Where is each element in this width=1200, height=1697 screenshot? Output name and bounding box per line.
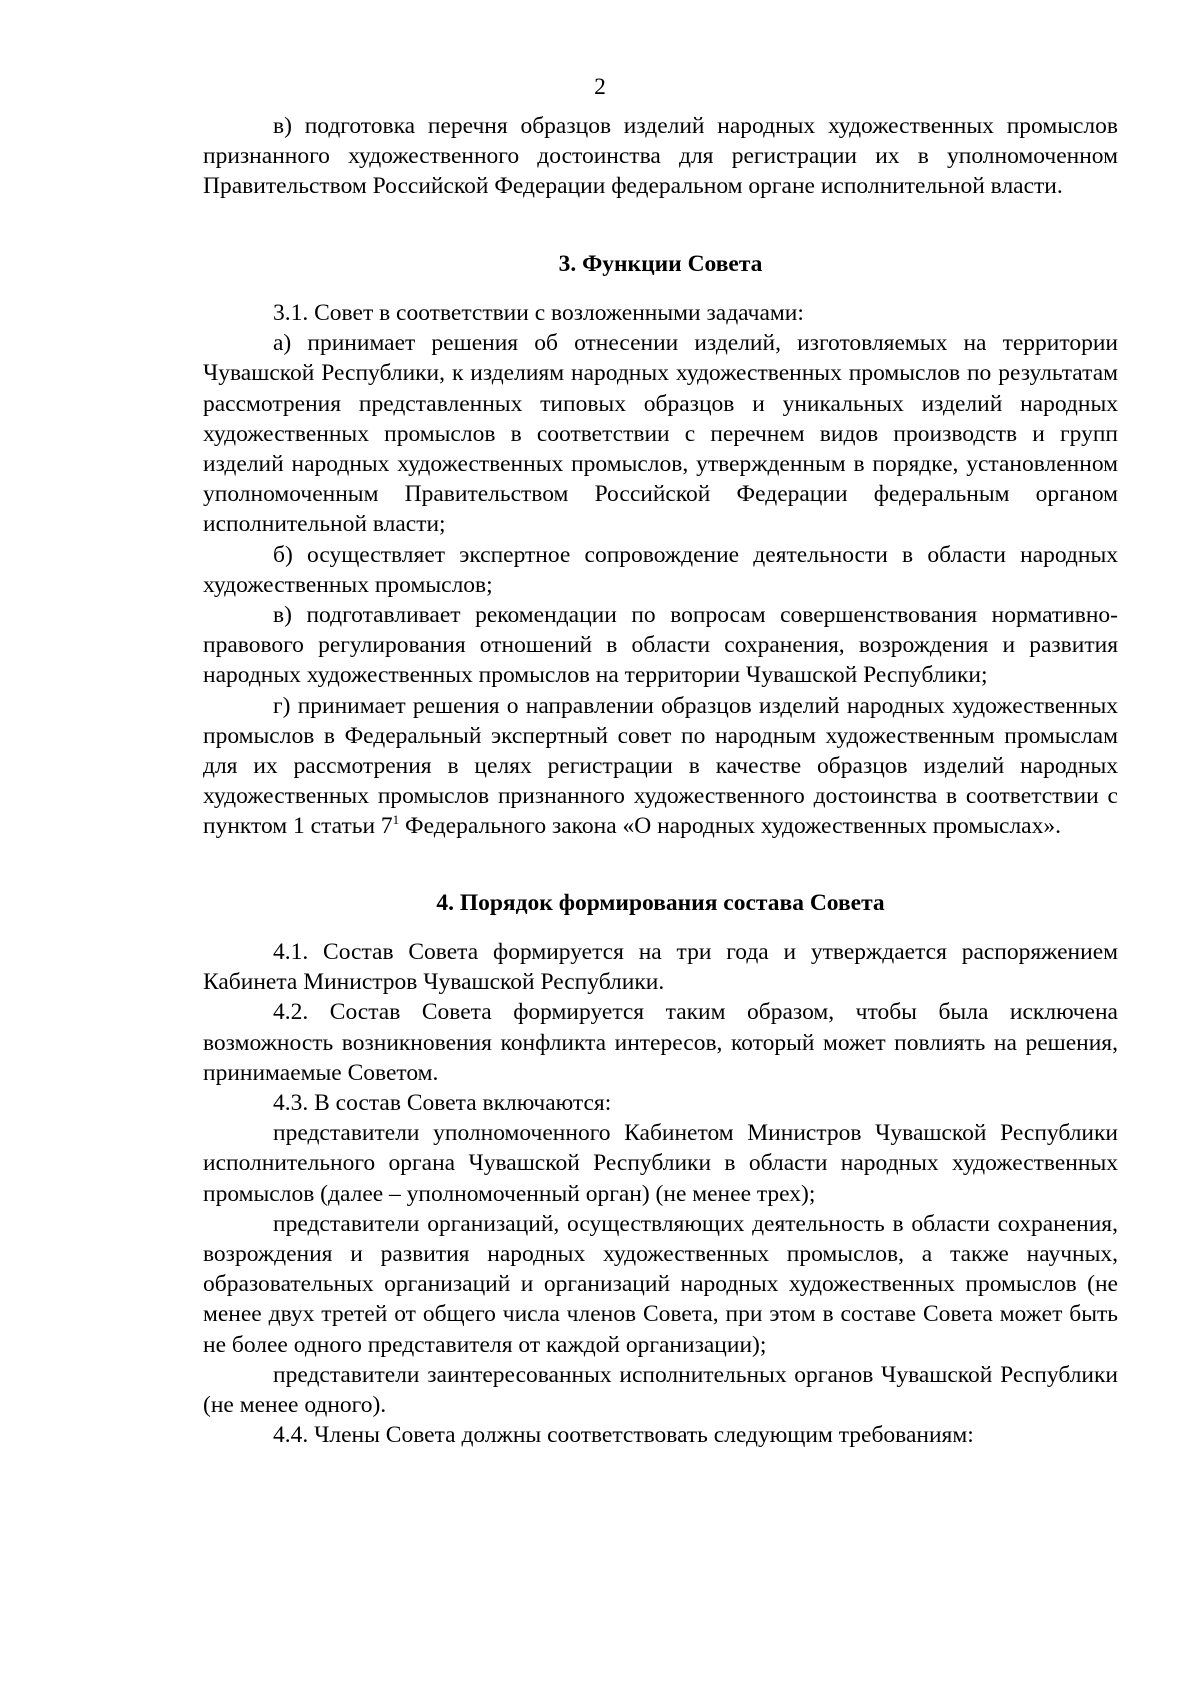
page-number: 2 — [594, 74, 606, 100]
section3-heading: 3. Функции Совета — [558, 251, 763, 277]
representatives-organizations: представители организаций, осуществляющих деятельность в области сохранения, возрождения и развития народных художественных промыслов, а также научных, образовательных организаций и организаций народных художественных промыслов (не менее двух третей от общего числа членов Совета, при этом в составе Совета может быть не более одного представителя от каждой организации); — [203, 1210, 1118, 1358]
section3-item-g-text-end: Федерального закона «О народных художественных промыслах». — [399, 813, 1061, 840]
paragraph-3-1: 3.1. Совет в соответствии с возложенными задачами: — [273, 300, 804, 326]
section3-item-g — [203, 691, 1118, 842]
section3-item-v: в) подготавливает рекомендации по вопросам совершенствования нормативно-правового регулирования отношений в области сохранения, возрождения и развития народных художественных промыслов на территории Чувашской Республики; — [203, 602, 1118, 689]
paragraph-4-2: 4.2. Состав Совета формируется таким образом, чтобы была исключена возможность возникновения конфликта интересов, который может повлиять на решения, принимаемые Советом. — [203, 999, 1118, 1086]
intro-block — [203, 111, 1118, 202]
section3-item-b: б) осуществляет экспертное сопровождение деятельности в области народных художественных промыслов; — [203, 541, 1118, 598]
section3-item-g-text: г) принимает решения о направлении образцов изделий народных художественных промыслов в Федеральный экспертный совет по народным художественным промыслам для их рассмотрения в целях регистрации в качестве образцов изделий народных художественных промыслов признанного художественного достоинства в соответствии с пунктом 1 статьи 7 — [203, 692, 1118, 840]
superscript: 1 — [392, 812, 400, 828]
section4-heading: 4. Порядок формирования состава Совета — [436, 890, 885, 916]
section4-body — [203, 937, 1118, 1450]
intro-item-v: в) подготовка перечня образцов изделий народных художественных промыслов признанного художественного достоинства для регистрации их в уполномоченном Правительством Российской Федерации федеральном органе исполнительной власти. — [203, 113, 1118, 200]
paragraph-4-4: 4.4. Члены Совета должны соответствовать следующим требованиям: — [273, 1422, 974, 1449]
representatives-authorized-body: представители уполномоченного Кабинетом Министров Чувашской Республики исполнительного органа Чувашской Республики в области народных художественных промыслов (далее – уполномоченный орган) (не менее трех); — [203, 1120, 1118, 1207]
section3-body — [203, 298, 1118, 842]
paragraph-4-3: 4.3. В состав Совета включаются: — [273, 1090, 612, 1117]
representatives-executive-bodies: представители заинтересованных исполнительных органов Чувашской Республики (не менее одного). — [203, 1361, 1118, 1419]
section3-item-a: а) принимает решения об отнесении изделий, изготовляемых на территории Чувашской Республики, к изделиям народных художественных промыслов по результатам рассмотрения представленных типовых образцов и уникальных изделий народных художественных промыслов в соответствии с перечнем видов производств и групп изделий народных художественных промыслов, утвержденным в порядке, установленном уполномоченным Правительством Российской Федерации федеральным органом исполнительной власти; — [203, 330, 1118, 538]
paragraph-4-1: 4.1. Состав Совета формируется на три года и утверждается распоряжением Кабинета Министров Чувашской Республики. — [203, 939, 1118, 996]
